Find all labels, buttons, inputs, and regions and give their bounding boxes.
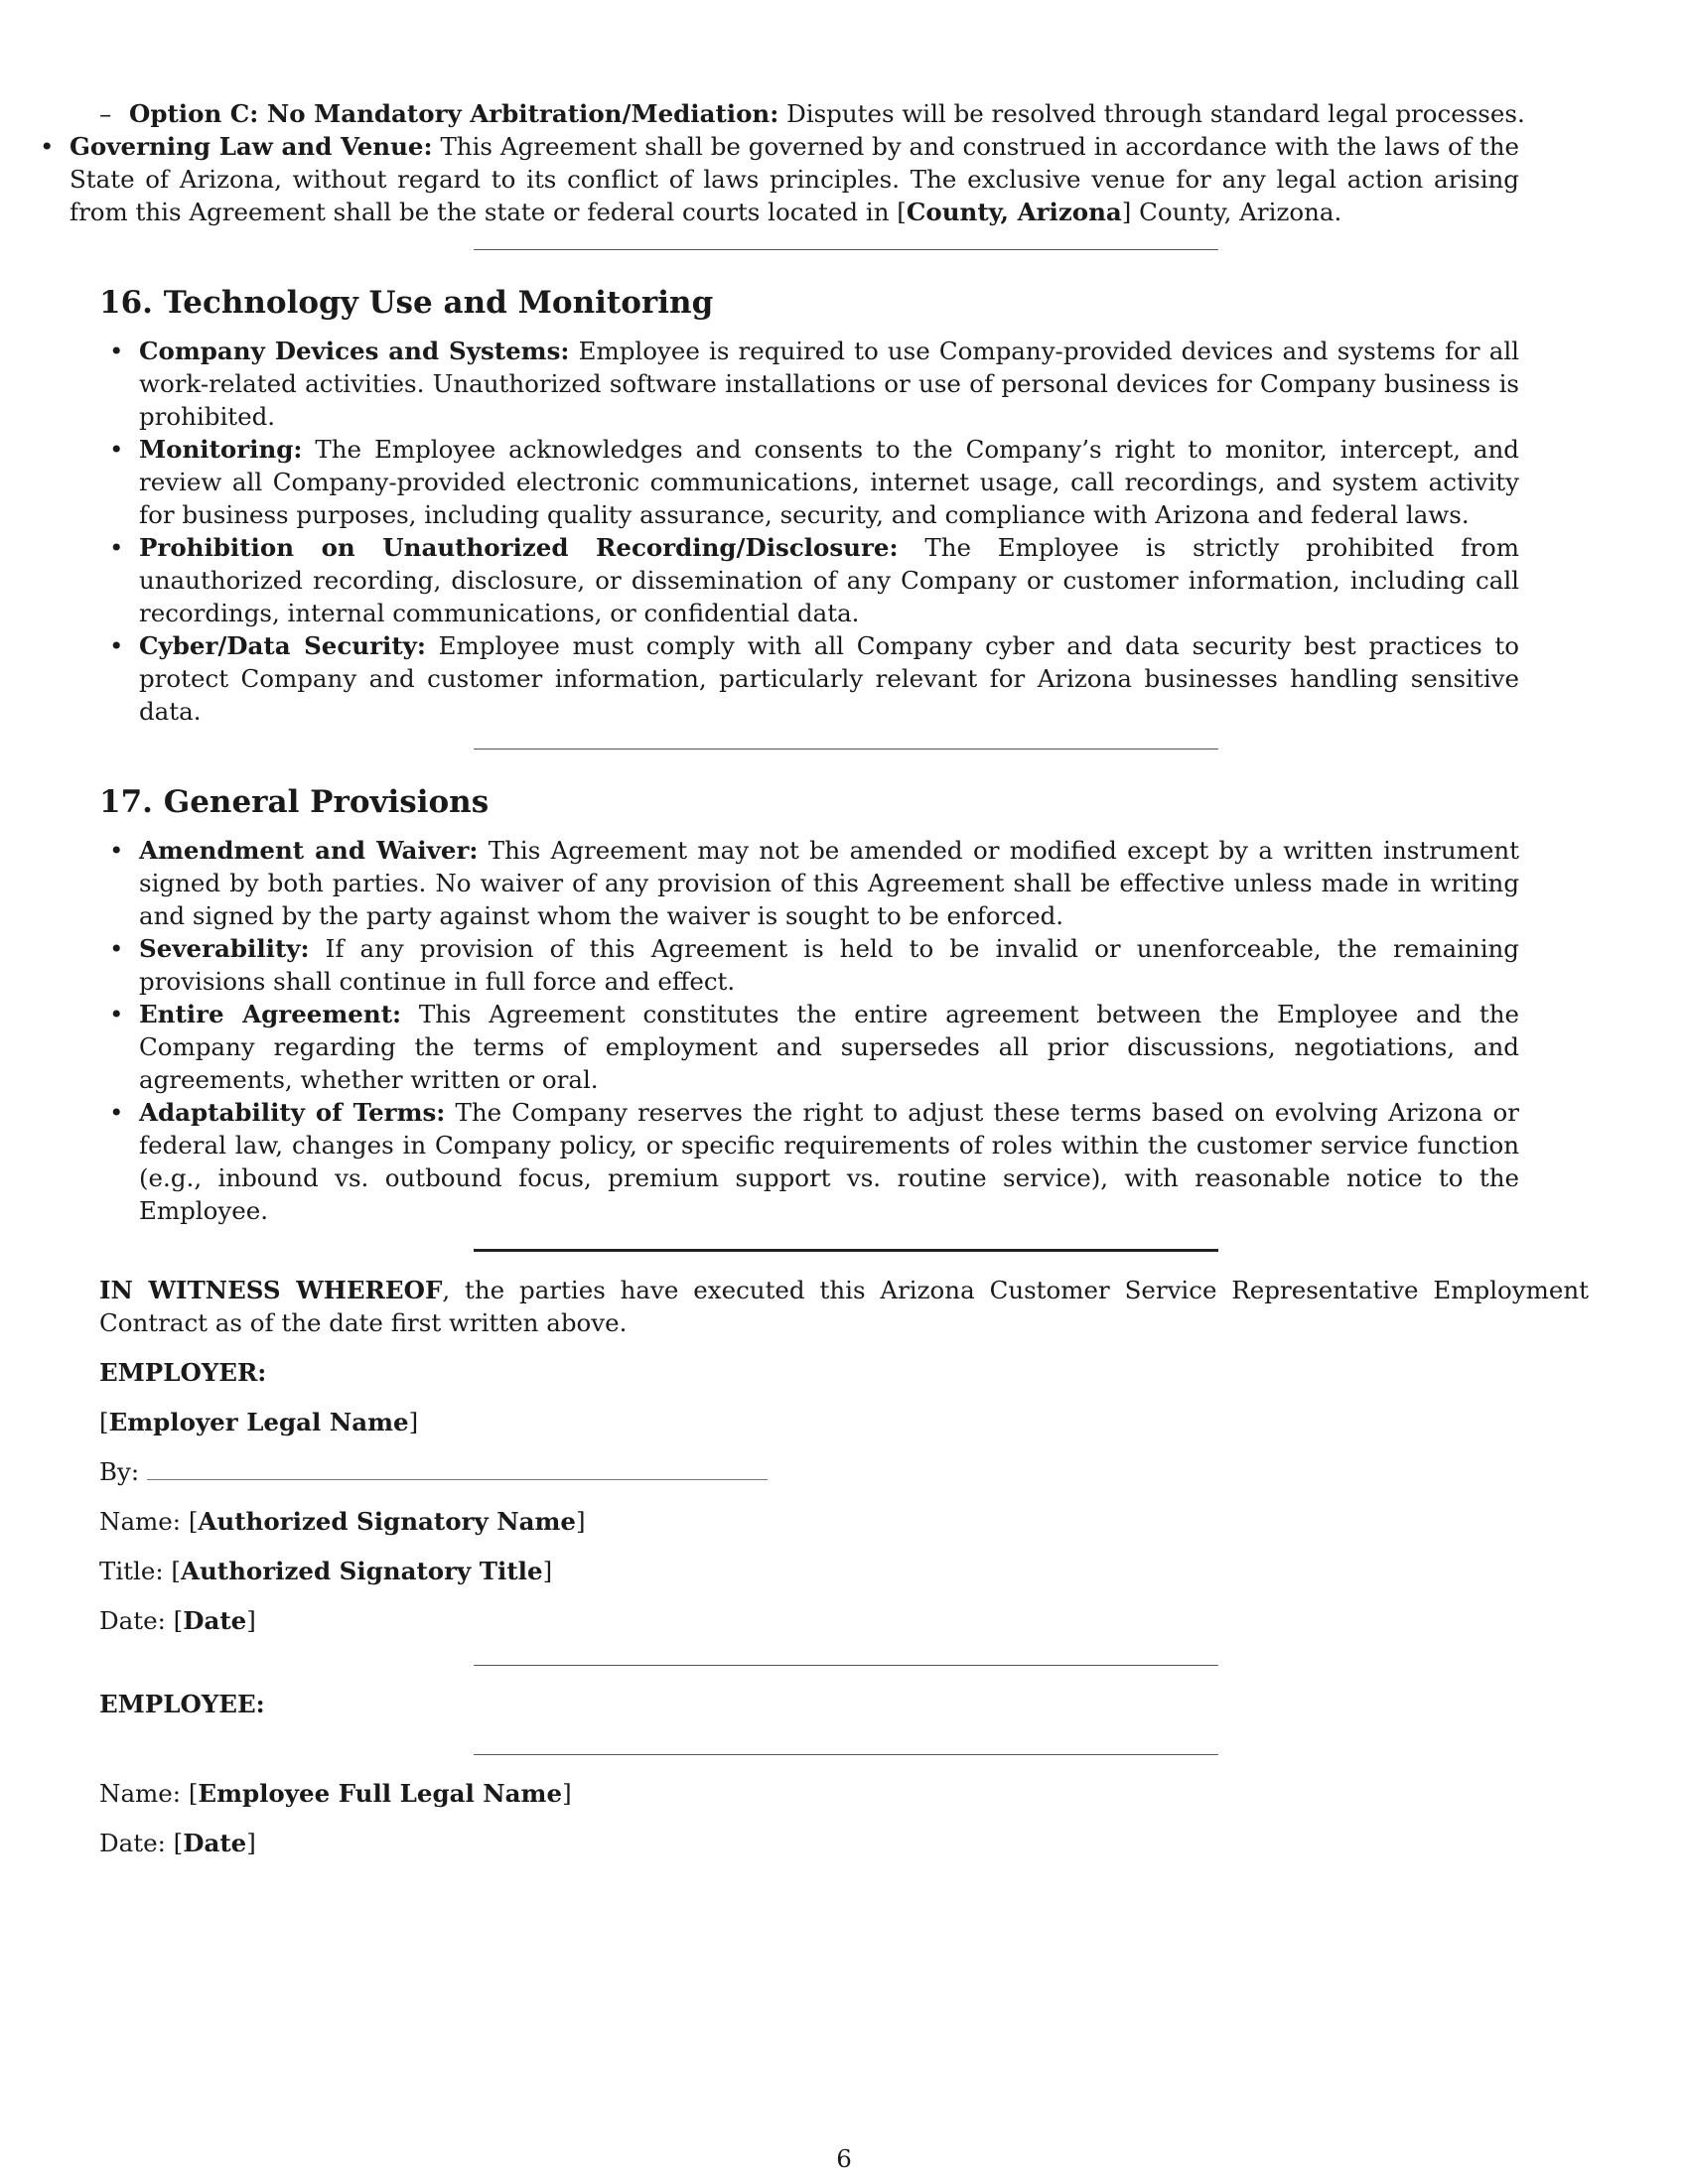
- section-divider: [474, 749, 1218, 750]
- witness-text: , the parties have executed this Arizona Customer Service Representative Employment Contract as of the date first written above.: [99, 1276, 1589, 1337]
- item-text: Employee must comply with all Company cyber and data security best practices to protect Company and customer information, particularly relevant for Arizona businesses handling sensitive data.: [139, 631, 1519, 726]
- county-placeholder: County, Arizona: [906, 198, 1122, 226]
- section-17-title: 17. General Provisions: [99, 784, 490, 820]
- employer-name-row: Name: [Authorized Signatory Name]: [99, 1507, 586, 1536]
- employee-divider: [474, 1665, 1218, 1666]
- name-label: Name:: [99, 1507, 182, 1536]
- item-label: Prohibition on Unauthorized Recording/Disclosure:: [139, 533, 899, 562]
- date-label: Date:: [99, 1606, 166, 1635]
- name-label: Name:: [99, 1779, 182, 1808]
- item-label: Monitoring:: [139, 435, 303, 464]
- employee-signature-line[interactable]: [474, 1754, 1218, 1755]
- governing-law-text-after: County, Arizona.: [1139, 198, 1342, 226]
- document-page: [70, 97, 1589, 1859]
- list-item: [70, 932, 1519, 998]
- list-item: [70, 629, 1519, 728]
- item-text: The Employee is strictly prohibited from unauthorized recording, disclosure, or dissemination of any Company or customer information, including call recordings, internal communications, or confidential data.: [139, 533, 1519, 627]
- governing-law-text: This Agreement shall be governed by and construed in accordance with the laws of the State of Arizona, without regard to its conflict of laws principles. The exclusive venue for any legal action arising from this Agreement shall be the state or federal courts located in: [70, 132, 1519, 226]
- employer-date: Date: [183, 1606, 247, 1635]
- list-item: [70, 531, 1519, 629]
- item-label: Adaptability of Terms:: [139, 1098, 446, 1127]
- employee-date-row: Date: [Date]: [99, 1829, 256, 1857]
- option-c-label: Option C: No Mandatory Arbitration/Mediation:: [129, 99, 779, 128]
- employer-heading: EMPLOYER:: [99, 1358, 267, 1387]
- employer-title-row: Title: [Authorized Signatory Title]: [99, 1557, 553, 1585]
- section-divider: [474, 249, 1218, 250]
- employer-date-row: Date: [Date]: [99, 1606, 256, 1635]
- employer-legal-name-value: Employer Legal Name: [108, 1408, 409, 1436]
- employer-signature-line[interactable]: [147, 1461, 768, 1480]
- by-label: By:: [99, 1457, 140, 1486]
- list-item: [70, 433, 1519, 531]
- governing-law-label: Governing Law and Venue:: [70, 132, 433, 161]
- item-label: Amendment and Waiver:: [139, 836, 479, 865]
- item-text: If any provision of this Agreement is held to be invalid or unenforceable, the remaining provisions shall continue in full force and effect.: [139, 934, 1519, 996]
- item-label: Company Devices and Systems:: [139, 337, 570, 365]
- item-text: The Employee acknowledges and consents to the Company’s right to monitor, intercept, and review all Company-provided electronic communications, internet usage, call recordings, and system activity for business purposes, including quality assurance, security, and compliance with Arizona and federal laws.: [139, 435, 1519, 529]
- date-label: Date:: [99, 1829, 166, 1857]
- employee-name: Employee Full Legal Name: [198, 1779, 563, 1808]
- item-text: This Agreement constitutes the entire agreement between the Employee and the Company regarding the terms of employment and supersedes all prior discussions, negotiations, and agreements, whether written or oral.: [139, 1000, 1519, 1094]
- employee-name-row: Name: [Employee Full Legal Name]: [99, 1779, 572, 1808]
- item-text: This Agreement may not be amended or modified except by a written instrument signed by both parties. No waiver of any provision of this Agreement shall be effective unless made in writing and signed by the party against whom the waiver is sought to be enforced.: [139, 836, 1519, 930]
- list-item: [70, 998, 1519, 1096]
- item-label: Cyber/Data Security:: [139, 631, 426, 660]
- item-text: The Company reserves the right to adjust these terms based on evolving Arizona or federal law, changes in Company policy, or specific requirements of roles within the customer service function (e.g., inbound vs. outbound focus, premium support vs. routine service), with reasonable notice to the Employee.: [139, 1098, 1519, 1225]
- signatory-name: Authorized Signatory Name: [198, 1507, 576, 1536]
- item-label: Entire Agreement:: [139, 1000, 402, 1028]
- employee-heading: EMPLOYEE:: [99, 1690, 265, 1718]
- signatory-title: Authorized Signatory Title: [180, 1557, 543, 1585]
- arbitration-option-c: [0, 97, 1648, 130]
- witness-paragraph: [99, 1274, 1589, 1339]
- item-text: Employee is required to use Company-provided devices and systems for all work-related activities. Unauthorized software installations or use of personal devices for Company business is prohibited.: [139, 337, 1519, 431]
- section-17-list: [70, 834, 1519, 1227]
- signature-divider: [474, 1249, 1218, 1252]
- list-item: [70, 335, 1519, 433]
- list-item: [70, 834, 1519, 932]
- witness-lead: IN WITNESS WHEREOF: [99, 1276, 443, 1304]
- list-item: [70, 1096, 1519, 1227]
- page-number: 6: [836, 2144, 852, 2173]
- title-label: Title:: [99, 1557, 164, 1585]
- section-16-title: 16. Technology Use and Monitoring: [99, 285, 714, 321]
- employer-by-row: [99, 1455, 1589, 1488]
- option-c-text: Disputes will be resolved through standard legal processes.: [786, 99, 1525, 128]
- employee-date: Date: [183, 1829, 247, 1857]
- governing-law-list: [0, 130, 1519, 228]
- governing-law-item: • Governing Law and Venue: This Agreement shall be governed by and construed in accordance with the laws of the State of Arizona, without regard to its conflict of laws principles. The exclusive venue for any legal action arising from this Agreement shall be the state or federal courts located in [County, Arizona] County, Arizona.: [0, 130, 1519, 228]
- employer-legal-name: [Employer Legal Name]: [99, 1408, 419, 1436]
- item-label: Severability:: [139, 934, 310, 963]
- section-16-list: [70, 335, 1519, 728]
